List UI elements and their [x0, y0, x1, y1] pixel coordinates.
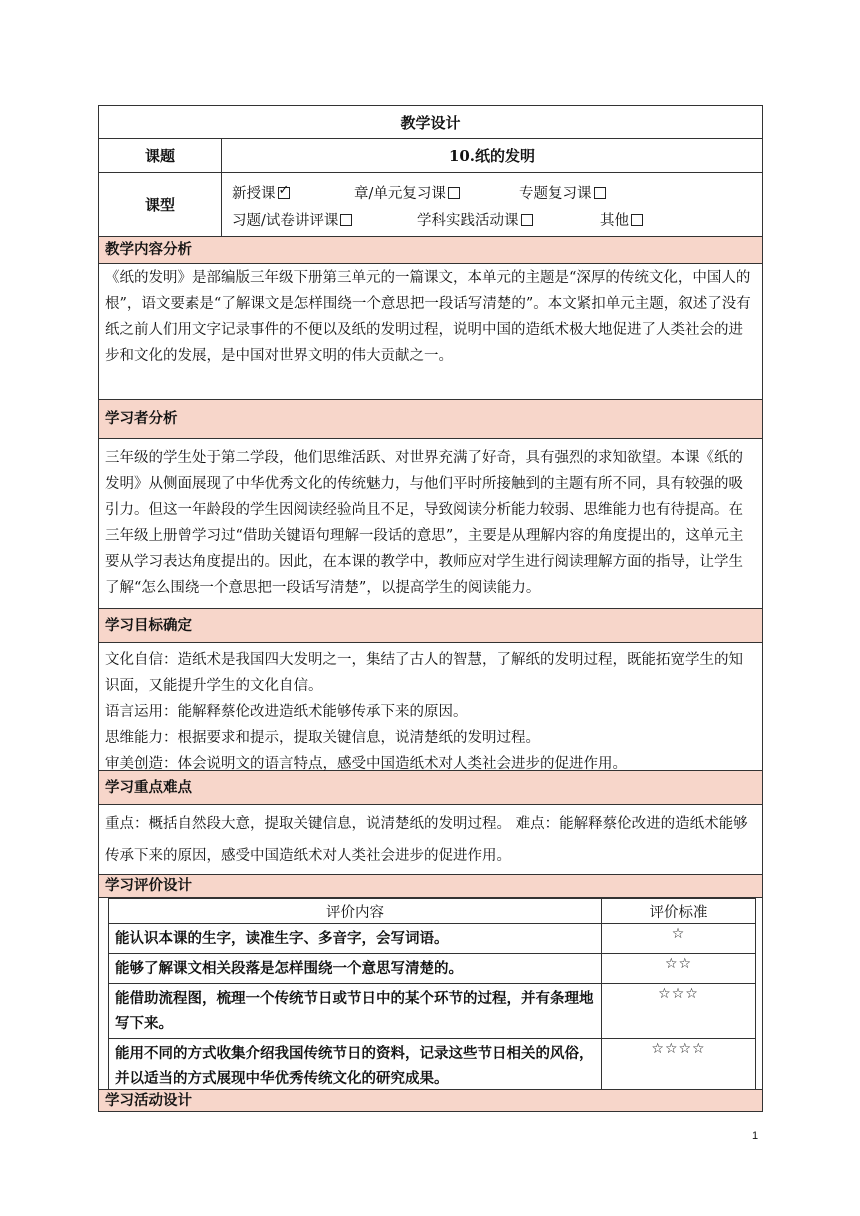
table-row: [109, 984, 756, 1039]
checkbox-icon[interactable]: [448, 187, 460, 199]
evaluation-content: 能够了解课文相关段落是怎样围绕一个意思写清楚的。: [109, 954, 602, 984]
evaluation-heading: 学习评价设计: [98, 875, 763, 898]
key-points-text: 重点：概括自然段大意，提取关键信息，说清楚纸的发明过程。 难点：能解释蔡伦改进的造纸术能够传承下来的原因，感受中国造纸术对人类社会进步的促进作用。: [98, 805, 763, 875]
option-practice-activity[interactable]: 学科实践活动课: [417, 209, 600, 230]
option-unit-review[interactable]: 章/单元复习课: [354, 182, 519, 203]
option-other[interactable]: 其他: [600, 209, 643, 230]
checkbox-checked-icon[interactable]: [278, 187, 290, 199]
document-title: 教学设计: [98, 105, 763, 139]
table-row: [109, 954, 756, 984]
topic-row: [98, 139, 763, 173]
lesson-type-line-2: [232, 206, 752, 233]
star-rating: ☆☆☆: [602, 984, 756, 1039]
star-rating: ☆: [602, 924, 756, 954]
evaluation-table: [108, 898, 756, 1094]
objectives-list: [98, 643, 763, 771]
evaluation-content: 能认识本课的生字，读准生字、多音字，会写词语。: [109, 924, 602, 954]
lesson-type-options: [222, 173, 762, 236]
column-header-content: 评价内容: [109, 899, 602, 924]
star-rating: ☆☆: [602, 954, 756, 984]
lesson-type-line-1: [232, 179, 752, 206]
evaluation-section: [98, 898, 763, 1090]
learner-analysis-text: 三年级的学生处于第二学段，他们思维活跃、对世界充满了好奇，具有强烈的求知欲望。本课《纸的发明》从侧面展现了中华优秀文化的传统魅力，与他们平时所接触到的主题有所不同，具有较强的吸引力。但这一年龄段的学生因阅读经验尚且不足，导致阅读分析能力较弱、思维能力也有待提高。在三年级上册曾学习过“借助关键语句理解一段话的意思”，主要是从理解内容的角度提出的，这单元主要从学习表达角度提出的。因此，在本课的教学中，教师应对学生进行阅读理解方面的指导，让学生了解“怎么围绕一个意思把一段话写清楚”，以提高学生的阅读能力。: [98, 439, 763, 609]
content-analysis-text: 《纸的发明》是部编版三年级下册第三单元的一篇课文，本单元的主题是“深厚的传统文化，中国人的根”，语文要素是“了解课文是怎样围绕一个意思把一段话写清楚的”。本文紧扣单元主题，叙述了没有纸之前人们用文字记录事件的不便以及纸的发明过程，说明中国的造纸术极大地促进了人类社会的进步和文化的发展，是中国对世界文明的伟大贡献之一。: [98, 264, 763, 400]
activities-heading: 学习活动设计: [98, 1090, 763, 1112]
objectives-heading: 学习目标确定: [98, 609, 763, 643]
evaluation-content: 能借助流程图，梳理一个传统节日或节日中的某个环节的过程，并有条理地写下来。: [109, 984, 602, 1039]
checkbox-icon[interactable]: [521, 214, 533, 226]
option-exercise-review[interactable]: 习题/试卷讲评课: [232, 209, 417, 230]
content-analysis-heading: 教学内容分析: [98, 237, 763, 264]
checkbox-icon[interactable]: [594, 187, 606, 199]
checkbox-icon[interactable]: [340, 214, 352, 226]
key-points-heading: 学习重点难点: [98, 771, 763, 805]
option-new-lesson[interactable]: 新授课 ✓: [232, 182, 354, 203]
topic-value: 10.纸的发明: [448, 147, 536, 165]
lesson-plan-document: [98, 105, 763, 1112]
lesson-type-label: 课型: [99, 173, 222, 236]
lesson-type-row: [98, 173, 763, 237]
objective-item: 文化自信：造纸术是我国四大发明之一，集结了古人的智慧，了解纸的发明过程，既能拓宽学生的知识面，又能提升学生的文化自信。: [105, 652, 743, 694]
topic-label: 课题: [99, 139, 222, 172]
table-row: [109, 1039, 756, 1094]
objective-item: 审美创造：体会说明文的语言特点，感受中国造纸术对人类社会进步的促进作用。: [105, 756, 627, 772]
page-number: 1: [752, 1130, 759, 1142]
table-header-row: [109, 899, 756, 924]
checkbox-icon[interactable]: [631, 214, 643, 226]
column-header-standard: 评价标准: [602, 899, 756, 924]
objective-item: 思维能力：根据要求和提示，提取关键信息，说清楚纸的发明过程。: [105, 730, 540, 746]
evaluation-content: 能用不同的方式收集介绍我国传统节日的资料，记录这些节日相关的风俗，并以适当的方式展现中华优秀传统文化的研究成果。: [109, 1039, 602, 1094]
objective-item: 语言运用：能解释蔡伦改进造纸术能够传承下来的原因。: [105, 704, 468, 720]
star-rating: ☆☆☆☆: [602, 1039, 756, 1094]
option-topic-review[interactable]: 专题复习课: [519, 182, 606, 203]
table-row: [109, 924, 756, 954]
learner-analysis-heading: 学习者分析: [98, 400, 763, 439]
